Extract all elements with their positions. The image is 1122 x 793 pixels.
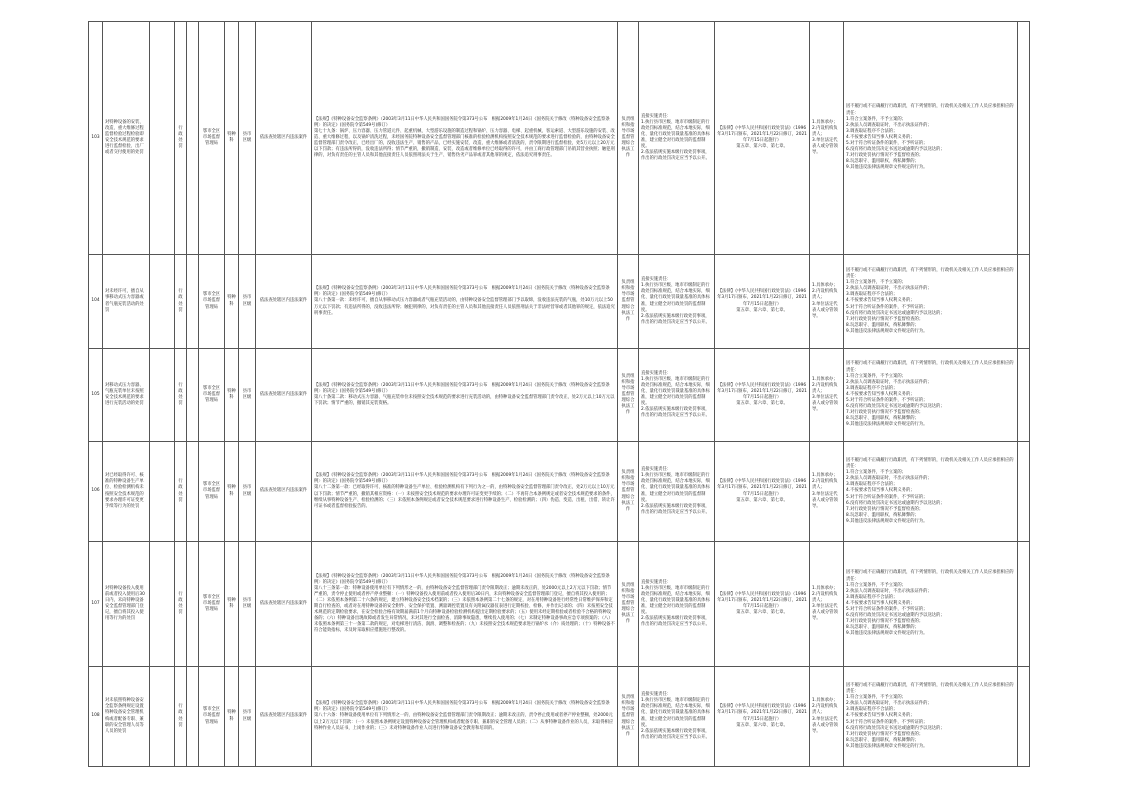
bearer-cell-line: 1.具体承办； (812, 283, 838, 289)
duty-cell-line: 2.依法依规实施本级行政处罚事项，作出的行政处罚决定应当予以公开。 (641, 407, 710, 419)
liability-cell-line: 3.调查取证程序不合法的； (846, 385, 898, 391)
liability-cell (844, 255, 1018, 349)
bearer-cell-line: 3.单位法定代表人或分管领导。 (812, 604, 838, 622)
liability-cell-line: 9.其他违反法律法规规章文件规定的行为。 (846, 631, 928, 637)
category-cell: 行政处罚 (175, 22, 187, 255)
liability-cell-line: 6.没有将行政处罚决定书送达或逾期内予以送达的； (846, 404, 945, 410)
bearer-cell-line: 3.单位法定代表人或分管领导。 (812, 301, 838, 319)
legal-basis-cell (312, 442, 618, 542)
code-cell (187, 22, 199, 255)
bearer-cell-line: 2.内设机构负责人； (812, 591, 838, 603)
scope-cell: 依法查处辖区内违法案件 (256, 542, 312, 667)
liability-cell-line: 6.没有将行政处罚决定书送达或逾期内予以送达的； (846, 147, 945, 153)
duty-cell-line: 1.执行县市区级、地市市级制定的行政处罚标准规范，结合本地实际，细化、量化行政处罚裁量基准的具体标准，建立健全对行政处罚的监督制度。 (641, 585, 710, 616)
remark-cell (1018, 349, 1030, 442)
liability-cell-line: 5.对于符合听证条件的案件，不予听证的； (846, 719, 928, 725)
law-reference-cell (715, 667, 810, 767)
code-cell (187, 442, 199, 542)
law-reference-cell-line: 第五章、第六章、第七章。 (736, 401, 788, 407)
code-cell (187, 667, 199, 767)
legal-basis-cell-line: 第八十条第一款：未经许可，擅自从事移动式压力容器或者气瓶充装活动的，由特种设备安全监督管理部门予以取缔，没收违法充装的气瓶，处10万元以上50万元以下罚款；有违法所得的，没收违法所得；触犯刑律的，对负有责任的主管人员和其他直接责任人员依照刑法关于非法经营罪或者其他罪的规定，依法追究刑事责任。 (314, 298, 615, 316)
item-name-cell: 对移动式压力容器、气瓶充装单位未按照安全技术规范的要求进行充装活动的处罚 (103, 349, 150, 442)
subject-cell: 鄂市全区市场监督管理局 (199, 667, 225, 767)
legal-basis-cell (312, 22, 618, 255)
responsibility-cell: 负责组织和指导市场监督管理综合执法工作 (618, 349, 639, 442)
responsibility-cell: 负责组织和指导市场监督管理综合执法工作 (618, 442, 639, 542)
liability-cell-line: 4.不按要求告知当事人权利义务的； (846, 600, 915, 606)
liability-cell-line: 7.对行政处罚执行情况不予监督检查的； (846, 506, 924, 512)
row-number-cell: 106 (89, 442, 103, 542)
duty-cell-line: 直接实施责任： (641, 467, 672, 473)
liability-cell-line: 8.玩忽职守、滥用职权、徇私舞弊的； (846, 416, 919, 422)
liability-cell (844, 442, 1018, 542)
duty-cell-line: 直接实施责任： (641, 692, 672, 698)
legal-basis-cell-line: 【法规】《特种设备安全监察条例》（2003年3月11日中华人民共和国国务院令第373号公布 根据2009年1月24日《国务院关于修改〈特种设备安全监察条例〉的决定》(国务院令第549号)修订） (314, 701, 610, 713)
duty-cell (639, 442, 715, 542)
category-cell: 行政处罚 (175, 542, 187, 667)
table-row (89, 349, 1030, 442)
law-reference-cell-line: 【法律】《中华人民共和国行政处罚法》（1996年3月17日颁布，2021年1月22日修订，2021年7月15日起施行） (717, 382, 807, 400)
law-reference-cell-line: 第五章、第六章、第七章。 (736, 610, 788, 616)
scope-cell: 依法查处辖区内违法案件 (256, 442, 312, 542)
liability-cell-line: 因不履行或不正确履行行政职责，有下列情形的，行政机关及相关工作人员应承担相应的责任： (846, 104, 1014, 116)
code-cell (187, 349, 199, 442)
liability-cell-line: 8.玩忽职守、滥用职权、徇私舞弊的； (846, 159, 919, 165)
duty-cell-line: 2.依法依规实施本级行政处罚事项，作出的行政处罚决定应当予以公开。 (641, 503, 710, 515)
liability-cell-line: 5.对于符合听证条件的案件，不予听证的； (846, 304, 928, 310)
law-reference-cell (715, 22, 810, 255)
bearer-cell-line: 3.单位法定代表人或分管领导。 (812, 491, 838, 509)
liability-cell-line: 7.对行政处罚执行情况不予监督检查的； (846, 410, 924, 416)
scope-cell: 依法查处辖区内违法案件 (256, 667, 312, 767)
bearer-cell-line: 1.具体承办； (812, 376, 838, 382)
liability-cell-line: 7.对行政处罚执行情况不予监督检查的； (846, 153, 924, 159)
row-number-cell: 108 (89, 667, 103, 767)
liability-cell-line: 4.不按要求告知当事人权利义务的； (846, 391, 915, 397)
legal-basis-cell-line: 【法规】《特种设备安全监察条例》（2003年3月11日中华人民共和国国务院令第373号公布 根据2009年1月24日《国务院关于修改〈特种设备安全监察条例〉的决定》(国务院令第549号)修订） (314, 473, 610, 485)
legal-basis-cell-line: 【法规】《特种设备安全监察条例》（2003年3月11日中华人民共和国国务院令第373号公布 根据2009年1月24日《国务院关于修改〈特种设备安全监察条例〉的决定》(国务院令第549号)修订） (314, 382, 610, 394)
liability-cell-line: 2.执法人员调查取证时，不出示执法证件的； (846, 122, 932, 128)
code-cell (187, 255, 199, 349)
dept-cell: 特种科 (225, 22, 239, 255)
liability-cell-line: 因不履行或不正确履行行政职责，有下列情形的，行政机关及相关工作人员应承担相应的责任： (846, 682, 1014, 695)
liability-cell-line: 因不履行或不正确履行行政职责，有下列情形的，行政机关及相关工作人员应承担相应的责任： (846, 267, 1014, 280)
subject-cell: 鄂市全区市场监督管理局 (199, 349, 225, 442)
duty-cell-line: 2.依法依规实施本级行政处罚事项，作出的行政处罚决定应当予以公开。 (641, 313, 710, 325)
liability-cell-line: 9.其他违反法律法规规章文件规定的行为。 (846, 165, 928, 171)
law-reference-cell (715, 442, 810, 542)
liability-cell-line: 2.执法人员调查取证时，不出示执法证件的； (846, 286, 932, 292)
liability-cell (844, 667, 1018, 767)
liability-cell-line: 1.符合立案条件，不予立案的； (846, 695, 906, 701)
table-row (89, 542, 1030, 667)
duty-cell (639, 349, 715, 442)
sub-item-cell (150, 349, 175, 442)
duty-cell-line: 2.依法依规实施本级行政处罚事项，作出的行政处罚决定应当予以公开。 (641, 150, 710, 162)
subject-cell: 鄂市全区市场监督管理局 (199, 542, 225, 667)
liability-cell-line: 1.符合立案条件，不予立案的； (846, 470, 906, 476)
law-reference-cell-line: 【法律】《中华人民共和国行政处罚法》（1996年3月17日颁布，2021年1月22日修订，2021年7月15日起施行） (717, 125, 807, 143)
law-reference-cell-line: 【法律】《中华人民共和国行政处罚法》（1996年3月17日颁布，2021年1月22日修订，2021年7月15日起施行） (717, 704, 807, 722)
liability-cell-line: 6.没有将行政处罚决定书送达或逾期内予以送达的； (846, 310, 945, 316)
liability-cell-line: 5.对于符合听证条件的案件，不予听证的； (846, 398, 928, 404)
legal-basis-cell (312, 667, 618, 767)
liability-cell-line: 2.执法人员调查取证时，不出示执法证件的； (846, 379, 932, 385)
sub-item-cell (150, 22, 175, 255)
law-reference-cell-line: 第五章、第六章、第七章。 (736, 307, 788, 313)
item-name-cell: 对未依照特种设备安全监察条例规定设置特种设备安全管理机构或者配备专职、兼职的安全管理人员等人员的处罚 (103, 667, 150, 767)
liability-cell-line: 1.符合立案条件，不予立案的； (846, 280, 906, 286)
duty-cell-line: 1.执行县市区级、地市市级制定的行政处罚标准规范，结合本地实际，细化、量化行政处罚裁量基准的具体标准，建立健全对行政处罚的监督制度。 (641, 376, 710, 407)
category-cell: 行政处罚 (175, 349, 187, 442)
level-cell: 县市区级 (239, 22, 256, 255)
bearer-cell-line: 3.单位法定代表人或分管领导。 (812, 395, 838, 413)
row-number-cell: 104 (89, 255, 103, 349)
bearer-cell-line: 2.内设机构负责人； (812, 289, 838, 301)
liability-cell-line: 5.对于符合听证条件的案件，不予听证的； (846, 607, 928, 613)
legal-basis-cell (312, 255, 618, 349)
dept-cell: 特种科 (225, 255, 239, 349)
bearer-cell-line: 1.具体承办； (812, 698, 838, 704)
liability-cell-line: 3.调查取证程序不合法的； (846, 707, 898, 713)
responsibility-cell: 负责组织和指导市场监督管理综合执法工作 (618, 22, 639, 255)
bearer-cell-line: 2.内设机构负责人； (812, 479, 838, 491)
duty-cell-line: 1.执行县市区级、地市市级制定的行政处罚标准规范，结合本地实际，细化、量化行政处罚裁量基准的具体标准，建立健全对行政处罚的监督制度。 (641, 283, 710, 313)
bearer-cell-line: 2.内设机构负责人； (812, 382, 838, 394)
subject-cell: 鄂市全区市场监督管理局 (199, 255, 225, 349)
responsibility-cell: 负责组织和指导市场监督管理综合执法工作 (618, 542, 639, 667)
liability-cell (844, 349, 1018, 442)
legal-basis-cell-line: 【法规】《特种设备安全监察条例》（2003年3月11日中华人民共和国国务院令第373号公布 根据2009年1月24日《国务院关于修改〈特种设备安全监察条例〉的决定》(国务院令第549号)修订） (314, 116, 610, 128)
liability-cell-line: 8.玩忽职守、滥用职权、徇私舞弊的； (846, 322, 919, 328)
liability-cell-line: 6.没有将行政处罚决定书送达或逾期内予以送达的； (846, 500, 945, 506)
remark-cell (1018, 255, 1030, 349)
legal-basis-cell (312, 542, 618, 667)
liability-cell-line: 3.调查取证程序不合法的； (846, 128, 898, 134)
scope-cell: 依法查处辖区内违法案件 (256, 349, 312, 442)
liability-cell-line: 9.其他违反法律法规规章文件规定的行为。 (846, 518, 928, 524)
sub-item-cell (150, 667, 175, 767)
item-name-cell: 对未经许可，擅自从事移动式压力容器或者气瓶充装活动的处罚 (103, 255, 150, 349)
law-reference-cell (715, 255, 810, 349)
law-reference-cell-line: 第五章、第六章、第七章。 (736, 722, 788, 728)
row-number-cell: 103 (89, 22, 103, 255)
liability-cell-line: 2.执法人员调查取证时，不出示执法证件的； (846, 701, 932, 707)
row-number-cell: 105 (89, 349, 103, 442)
subject-cell: 鄂市全区市场监督管理局 (199, 22, 225, 255)
liability-cell-line: 3.调查取证程序不合法的； (846, 594, 898, 600)
liability-cell (844, 22, 1018, 255)
bearer-cell (810, 255, 844, 349)
category-cell: 行政处罚 (175, 667, 187, 767)
duty-cell (639, 22, 715, 255)
level-cell: 县市区级 (239, 442, 256, 542)
liability-cell-line: 8.玩忽职守、滥用职权、徇私舞弊的； (846, 737, 919, 743)
duty-cell-line: 1.执行县市区级、地市市级制定的行政处罚标准规范，结合本地实际，细化、量化行政处罚裁量基准的具体标准，建立健全对行政处罚的监督制度。 (641, 473, 710, 503)
legal-basis-cell-line: 第八十二条第一款：已经取得许可、核准的特种设备生产单位、检验检测机构有下列行为之一的，由特种设备安全监督管理部门责令改正，处2万元以上10万元以下罚款；情节严重的，撤销其相应资格：（一）未按照安全技术规范的要求办理许可证变更手续的；（二）不再符合本条例规定或者安全技术规范要求的条件，继续从事特种设备生产、检验检测的；（三）未依照本条例规定或者安全技术规范要求进行特种设备生产、检验检测的；（四）伪造、变造、出租、出借、转让许可证书或者监督检验报告的。 (314, 485, 615, 509)
bearer-cell (810, 542, 844, 667)
liability-cell-line: 因不履行或不正确履行行政职责，有下列情形的，行政机关及相关工作人员应承担相应的责任： (846, 570, 1014, 582)
table-body (89, 22, 1030, 767)
legal-basis-cell-line: 第八十三条第一款：特种设备使用单位有下列情形之一的，由特种设备安全监督管理部门责令限期改正；逾期未改正的，处2000元以上2万元以下罚款；情节严重的，责令停止使用或者停产停业整顿：（一）特种设备投入使用前或者投入使用后30日内，未向特种设备安全监督管理部门登记，擅自将其投入使用的；（二）未依照本条例第二十六条的规定，建立特种设备安全技术档案的；（三）未依照本条例第二十七条的规定，对在用特种设备进行经常性日常维护保养和定期自行检查的，或者对在用特种设备的安全附件、安全保护装置、测量调控装置及有关附属仪器仪表进行定期校验、检修，并作出记录的；（四）未按照安全技术规范的定期检验要求，在安全检验合格有效期届满前1个月向特种设备检验检测机构提出定期检验要求的；（五）使用未经定期检验或者检验不合格的特种设备的；（六）特种设备出现故障或者发生异常情况，未对其进行全面检查、消除事故隐患，继续投入使用的；（七）未制定特种设备事故应急专项预案的；（八）未依照本条例第三十一条第二款的规定，对电梯进行清洁、润滑、调整和检查的；（九）未按照安全技术规范要求进行锅炉水（介）质处理的；（十）特种设备不符合能效指标，未及时采取相应措施进行整改的。 (314, 585, 615, 634)
liability-cell-line: 6.没有将行政处罚决定书送达或逾期内予以送达的； (846, 725, 945, 731)
bearer-cell-line: 3.单位法定代表人或分管领导。 (812, 716, 838, 734)
remark-cell (1018, 667, 1030, 767)
liability-cell-line: 4.不按要求告知当事人权利义务的； (846, 713, 915, 719)
table-row (89, 667, 1030, 767)
liability-cell-line: 8.玩忽职守、滥用职权、徇私舞弊的； (846, 625, 919, 631)
dept-cell: 特种科 (225, 542, 239, 667)
liability-cell-line: 4.不按要求告知当事人权利义务的； (846, 488, 915, 494)
liability-cell-line: 1.符合立案条件，不予立案的； (846, 582, 906, 588)
liability-cell-line: 9.其他违反法律法规规章文件规定的行为。 (846, 422, 928, 428)
level-cell: 县市区级 (239, 542, 256, 667)
legal-basis-cell-line: 第七十九条：锅炉、压力容器、压力管道元件、起重机械、大型游乐设施的制造过程和锅炉、压力容器、电梯、起重机械、客运索道、大型游乐设施的安装、改造、重大维修过程，以及锅炉清洗过程，未经国务院特种设备安全监督管理部门核准的检验检测机构按照安全技术规范的要求进行监督检验的，由特种设备安全监督管理部门责令改正，已经出厂的，没收违法生产、销售的产品，已经实施安装、改造、重大维修或者清洗的，责令限期进行监督检验，处5万元以上20万元以下罚款；有违法所得的，没收违法所得；情节严重的，撤销制造、安装、改造或者维修单位已经取得的许可，并由工商行政管理部门吊销其营业执照；触犯刑律的，对负有责任的主管人员和其他直接责任人员依照刑法关于生产、销售伪劣产品罪或者其他罪的规定，依法追究刑事责任。 (314, 128, 615, 159)
liability-cell (844, 542, 1018, 667)
level-cell: 县市区级 (239, 349, 256, 442)
law-reference-cell-line: 【法律】《中华人民共和国行政处罚法》（1996年3月17日颁布，2021年1月22日修订，2021年7月15日起施行） (717, 591, 807, 609)
duty-cell-line: 1.执行县市区级、地市市级制定的行政处罚标准规范，结合本地实际，细化、量化行政处罚裁量基准的具体标准，建立健全对行政处罚的监督制度。 (641, 119, 710, 150)
liability-cell-line: 2.执法人员调查取证时，不出示执法证件的； (846, 588, 932, 594)
code-cell (187, 542, 199, 667)
duty-cell (639, 542, 715, 667)
table-row (89, 442, 1030, 542)
liability-cell-line: 5.对于符合听证条件的案件，不予听证的； (846, 494, 928, 500)
duty-cell-line: 1.执行县市区级、地市市级制定的行政处罚标准规范，结合本地实际，细化、量化行政处罚裁量基准的具体标准，建立健全对行政处罚的监督制度。 (641, 698, 710, 728)
bearer-cell (810, 442, 844, 542)
liability-cell-line: 1.符合立案条件，不予立案的； (846, 373, 906, 379)
remark-cell (1018, 22, 1030, 255)
legal-basis-cell-line: 第八十条第二款：移动式压力容器、气瓶充装单位未按照安全技术规范的要求进行充装活动的，由特种设备安全监督管理部门责令改正，处2万元以上10万元以下罚款；情节严重的，撤销其充装资格。 (314, 395, 615, 407)
category-cell: 行政处罚 (175, 255, 187, 349)
liability-cell-line: 3.调查取证程序不合法的； (846, 482, 898, 488)
legal-basis-cell-line: 【法规】《特种设备安全监察条例》（2003年3月11日中华人民共和国国务院令第373号公布 根据2009年1月24日《国务院关于修改〈特种设备安全监察条例〉的决定》(国务院令第549号)修订） (314, 573, 610, 585)
category-cell: 行政处罚 (175, 442, 187, 542)
item-name-cell: 对已经取得许可、核准的特种设备生产单位、检验检测机构未按照安全技术规范的要求办理许可证变更手续等行为的处罚 (103, 442, 150, 542)
liability-cell-line: 9.其他违反法律法规规章文件规定的行为。 (846, 328, 928, 334)
duty-cell (639, 667, 715, 767)
liability-cell-line: 8.玩忽职守、滥用职权、徇私舞弊的； (846, 512, 919, 518)
liability-cell-line: 4.不按要求告知当事人权利义务的； (846, 134, 915, 140)
sub-item-cell (150, 255, 175, 349)
legal-basis-cell (312, 349, 618, 442)
liability-cell-line: 因不履行或不正确履行行政职责，有下列情形的，行政机关及相关工作人员应承担相应的责任： (846, 457, 1014, 470)
legal-basis-cell-line: 【法规】《特种设备安全监察条例》（2003年3月11日中华人民共和国国务院令第373号公布 根据2009年1月24日《国务院关于修改〈特种设备安全监察条例〉的决定》(国务院令第549号)修订） (314, 286, 610, 298)
remark-cell (1018, 442, 1030, 542)
liability-cell-line: 因不履行或不正确履行行政职责，有下列情形的，行政机关及相关工作人员应承担相应的责任： (846, 361, 1014, 373)
bearer-cell-line: 3.单位法定代表人或分管领导。 (812, 138, 838, 156)
sub-item-cell (150, 542, 175, 667)
level-cell: 县市区级 (239, 255, 256, 349)
table-row (89, 22, 1030, 255)
responsibility-cell: 负责组织和指导市场监督管理综合执法工作 (618, 255, 639, 349)
liability-cell-line: 7.对行政处罚执行情况不予监督检查的； (846, 731, 924, 737)
liability-cell-line: 6.没有将行政处罚决定书送达或逾期内予以送达的； (846, 613, 945, 619)
bearer-cell (810, 349, 844, 442)
liability-cell-line: 7.对行政处罚执行情况不予监督检查的； (846, 316, 924, 322)
duty-cell (639, 255, 715, 349)
row-number-cell: 107 (89, 542, 103, 667)
scope-cell: 依法查处辖区内违法案件 (256, 22, 312, 255)
duty-cell-line: 直接实施责任： (641, 370, 672, 376)
table-row (89, 255, 1030, 349)
bearer-cell-line: 2.内设机构负责人； (812, 125, 838, 137)
dept-cell: 特种科 (225, 667, 239, 767)
remark-cell (1018, 542, 1030, 667)
law-reference-cell-line: 第五章、第六章、第七章。 (736, 144, 788, 150)
bearer-cell (810, 667, 844, 767)
dept-cell: 特种科 (225, 442, 239, 542)
liability-cell-line: 7.对行政处罚执行情况不予监督检查的； (846, 619, 924, 625)
duty-cell-line: 直接实施责任： (641, 277, 672, 283)
bearer-cell (810, 22, 844, 255)
dept-cell: 特种科 (225, 349, 239, 442)
liability-cell-line: 3.调查取证程序不合法的； (846, 292, 898, 298)
law-reference-cell-line: 【法律】《中华人民共和国行政处罚法》（1996年3月17日颁布，2021年1月22日修订，2021年7月15日起施行） (717, 289, 807, 307)
bearer-cell-line: 2.内设机构负责人； (812, 704, 838, 716)
duty-cell-line: 直接实施责任： (641, 113, 672, 119)
item-name-cell: 对特种设备投入使用前或者投入使用后30日内，未向特种设备安全监督管理部门登记，擅自将其投入使用等行为的处罚 (103, 542, 150, 667)
responsibility-cell: 负责组织和指导市场监督管理综合执法工作 (618, 667, 639, 767)
bearer-cell-line: 1.具体承办； (812, 473, 838, 479)
law-reference-cell (715, 349, 810, 442)
sub-item-cell (150, 442, 175, 542)
level-cell: 县市区级 (239, 667, 256, 767)
duty-list-table (88, 21, 1030, 767)
scope-cell: 依法查处辖区内违法案件 (256, 255, 312, 349)
liability-cell-line: 1.符合立案条件，不予立案的； (846, 116, 906, 122)
item-name-cell: 对特种设备的安装、改造、重大维修过程监督检验过程检验即安全技术规范的要求进行监督检验、出厂或者交付使用的处罚 (103, 22, 150, 255)
liability-cell-line: 4.不按要求告知当事人权利义务的； (846, 298, 915, 304)
law-reference-cell-line: 第五章、第六章、第七章。 (736, 497, 788, 503)
subject-cell: 鄂市全区市场监督管理局 (199, 442, 225, 542)
liability-cell-line: 2.执法人员调查取证时，不出示执法证件的； (846, 476, 932, 482)
duty-cell-line: 2.依法依规实施本级行政处罚事项，作出的行政处罚决定应当予以公开。 (641, 616, 710, 628)
bearer-cell-line: 1.具体承办； (812, 585, 838, 591)
duty-cell-line: 直接实施责任： (641, 579, 672, 585)
legal-basis-cell-line: 第八十六条：特种设备使用单位有下列情形之一的，由特种设备安全监督管理部门责令限期改正；逾期未改正的，责令停止使用或者停产停业整顿，处2000元以上2万元以下罚款：（一）未依照本条例规定设置特种设备安全管理机构或者配备专职、兼职的安全管理人员的；（二）从事特种设备作业的人员，未取得相应特种作业人员证书，上岗作业的；（三）未对特种设备作业人员进行特种设备安全教育和培训的。 (314, 713, 614, 731)
duty-cell-line: 2.依法依规实施本级行政处罚事项，作出的行政处罚决定应当予以公开。 (641, 728, 710, 740)
law-reference-cell-line: 【法律】《中华人民共和国行政处罚法》（1996年3月17日颁布，2021年1月22日修订，2021年7月15日起施行） (717, 479, 807, 497)
bearer-cell-line: 1.具体承办； (812, 119, 838, 125)
liability-cell-line: 9.其他违反法律法规规章文件规定的行为。 (846, 743, 928, 749)
law-reference-cell (715, 542, 810, 667)
liability-cell-line: 5.对于符合听证条件的案件，不予听证的； (846, 141, 928, 147)
